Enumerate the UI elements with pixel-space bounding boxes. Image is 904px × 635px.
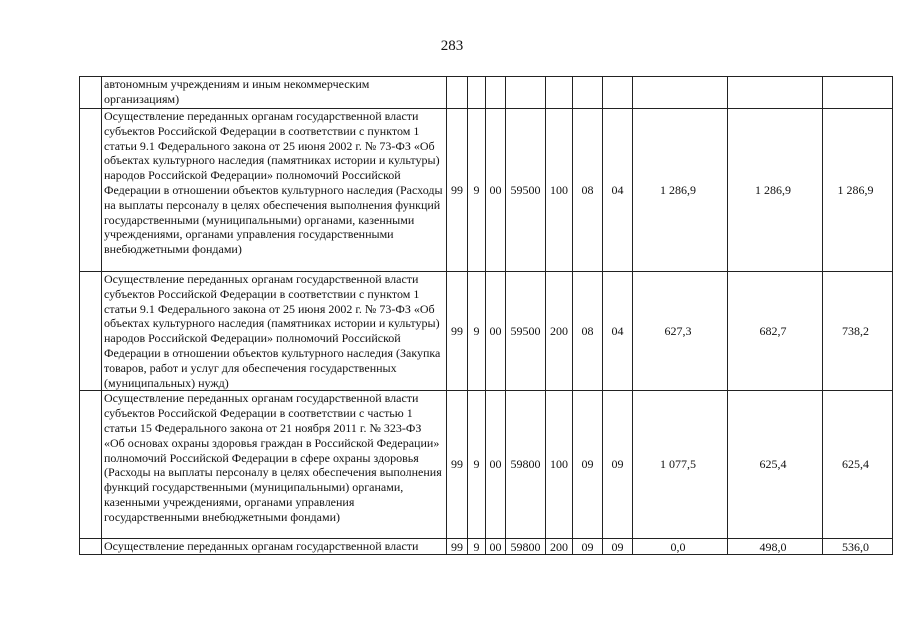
amount-cell: 625,4 — [728, 391, 823, 539]
description-cell: Осуществление переданных органам государственной власти субъектов Российской Федерации в соответствии с пунктом 1 статьи 9.1 Федерального закона от 25 июня 2002 г. № 73-ФЗ «Об объектах культурного наследия (памятниках истории и культуры) народов Российской Федерации» полномочий Российской Федерации в отношении объектов культурного наследия (Расходы на выплаты персоналу в целях обеспечения выполнения функций государственными (муниципальными) органами, казенными учреждениями, органами управления государственными внебюджетными фондами) — [102, 109, 447, 272]
description-cell: автономным учреждениям и иным некоммерческим организациям) — [102, 77, 447, 109]
expense-type-cell: 200 — [546, 539, 573, 555]
code-cell — [447, 77, 468, 109]
amount-cell: 627,3 — [633, 272, 728, 391]
subsection-cell: 09 — [603, 391, 633, 539]
amount-cell: 1 286,9 — [728, 109, 823, 272]
amount-cell: 498,0 — [728, 539, 823, 555]
subsection-cell: 09 — [603, 539, 633, 555]
amount-cell — [823, 77, 893, 109]
section-cell: 08 — [573, 272, 603, 391]
row-number-cell — [80, 539, 102, 555]
description-cell: Осуществление переданных органам государственной власти субъектов Российской Федерации в соответствии с пунктом 1 статьи 9.1 Федерального закона от 25 июня 2002 г. № 73-ФЗ «Об объектах культурного наследия (памятниках истории и культуры) народов Российской Федерации» полномочий Российской Федерации в отношении объектов культурного наследия (Закупка товаров, работ и услуг для обеспечения государственных (муниципальных) нужд) — [102, 272, 447, 391]
code-cell: 99 — [447, 272, 468, 391]
amount-cell: 682,7 — [728, 272, 823, 391]
code-cell: 59500 — [506, 272, 546, 391]
table-row — [80, 77, 893, 109]
amount-cell: 738,2 — [823, 272, 893, 391]
code-cell — [468, 77, 486, 109]
code-cell: 59800 — [506, 391, 546, 539]
subsection-cell: 04 — [603, 272, 633, 391]
table-row — [80, 272, 893, 391]
amount-cell: 0,0 — [633, 539, 728, 555]
code-cell: 9 — [468, 272, 486, 391]
section-cell: 09 — [573, 391, 603, 539]
section-cell: 08 — [573, 109, 603, 272]
subsection-cell — [603, 77, 633, 109]
expense-type-cell: 100 — [546, 109, 573, 272]
table-body — [80, 77, 893, 555]
row-number-cell — [80, 77, 102, 109]
amount-cell: 625,4 — [823, 391, 893, 539]
table-row — [80, 109, 893, 272]
code-cell: 99 — [447, 109, 468, 272]
code-cell: 9 — [468, 109, 486, 272]
code-cell: 00 — [486, 272, 506, 391]
expense-type-cell: 200 — [546, 272, 573, 391]
row-number-cell — [80, 272, 102, 391]
expense-type-cell — [546, 77, 573, 109]
code-cell: 59500 — [506, 109, 546, 272]
code-cell: 59800 — [506, 539, 546, 555]
table-row — [80, 539, 893, 555]
expense-type-cell: 100 — [546, 391, 573, 539]
amount-cell: 1 286,9 — [633, 109, 728, 272]
section-cell — [573, 77, 603, 109]
code-cell — [506, 77, 546, 109]
code-cell: 00 — [486, 539, 506, 555]
row-number-cell — [80, 109, 102, 272]
amount-cell — [728, 77, 823, 109]
amount-cell — [633, 77, 728, 109]
amount-cell: 1 286,9 — [823, 109, 893, 272]
budget-table — [79, 76, 893, 555]
code-cell: 99 — [447, 391, 468, 539]
code-cell — [486, 77, 506, 109]
code-cell: 00 — [486, 109, 506, 272]
page-number: 283 — [440, 38, 464, 54]
table-row — [80, 391, 893, 539]
section-cell: 09 — [573, 539, 603, 555]
code-cell: 9 — [468, 539, 486, 555]
code-cell: 00 — [486, 391, 506, 539]
code-cell: 99 — [447, 539, 468, 555]
description-cell: Осуществление переданных органам государственной власти — [102, 539, 447, 555]
amount-cell: 1 077,5 — [633, 391, 728, 539]
description-cell: Осуществление переданных органам государственной власти субъектов Российской Федерации в соответствии с частью 1 статьи 15 Федерального закона от 21 ноября 2011 г. № 323-ФЗ «Об основах охраны здоровья граждан в Российской Федерации» полномочий Российской Федерации в сфере охраны здоровья (Расходы на выплаты персоналу в целях обеспечения выполнения функций государственными (муниципальными) органами, казенными учреждениями, органами управления государственными внебюджетными фондами) — [102, 391, 447, 539]
code-cell: 9 — [468, 391, 486, 539]
subsection-cell: 04 — [603, 109, 633, 272]
amount-cell: 536,0 — [823, 539, 893, 555]
row-number-cell — [80, 391, 102, 539]
